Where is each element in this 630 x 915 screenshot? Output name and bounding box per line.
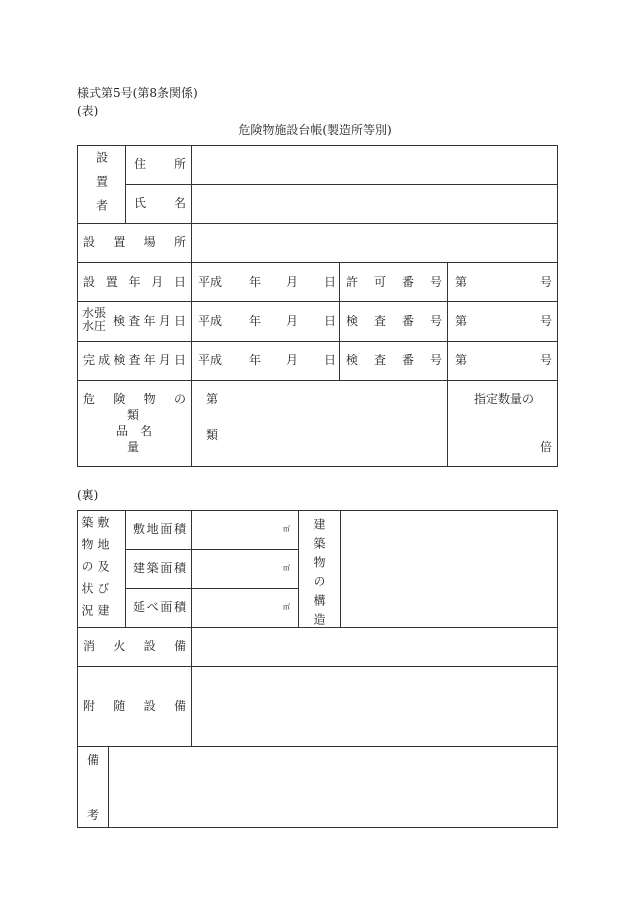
remarks-field[interactable] [109, 747, 557, 827]
month-label: 月 [286, 275, 299, 289]
form-title: 危険物施設台帳(製造所等別) [238, 123, 392, 137]
fire-equipment-field[interactable] [192, 628, 557, 666]
class-suffix: 類 [206, 428, 219, 442]
building-structure-field[interactable] [341, 511, 557, 627]
year-label: 年 [249, 353, 262, 367]
building-area-label: 建 築 面 積 [133, 561, 186, 575]
building-structure-label: 建築物の構造 [312, 518, 326, 632]
square-meter-unit: ㎡ [283, 564, 290, 572]
back-side-label: (裏) [77, 488, 99, 502]
era-label: 平成 [198, 314, 223, 328]
hazard-label: 危 険 物 の [83, 392, 186, 406]
installer-label: 設置者 [94, 151, 109, 223]
square-meter-unit: ㎡ [283, 525, 290, 533]
era-label: 平成 [198, 353, 223, 367]
site-area-label: 敷 地 面 積 [133, 522, 186, 536]
number-suffix: 号 [540, 353, 553, 367]
location-field[interactable] [192, 224, 557, 262]
designated-quantity-label: 指定数量の [474, 392, 535, 406]
number-prefix: 第 [455, 353, 468, 367]
inspection-number-label: 検 査 番 号 [346, 353, 442, 367]
inspection-number-label: 検 査 番 号 [346, 314, 442, 328]
number-prefix: 第 [455, 275, 468, 289]
address-label: 住 所 [134, 157, 186, 171]
remarks-label-bottom: 考 [87, 808, 100, 822]
class-prefix: 第 [206, 392, 219, 406]
day-label: 日 [324, 353, 337, 367]
water-test-label: 水張 水圧 [82, 306, 107, 333]
times-label: 倍 [540, 440, 553, 454]
day-label: 日 [324, 314, 337, 328]
number-suffix: 号 [540, 275, 553, 289]
square-meter-unit: ㎡ [283, 603, 290, 611]
name-label: 氏 名 [134, 196, 186, 210]
total-floor-area-label: 延 べ 面 積 [133, 600, 186, 614]
form-number: 様式第5号(第8条関係) [77, 86, 198, 100]
year-label: 年 [249, 275, 262, 289]
fire-equipment-label: 消 火 設 備 [83, 639, 186, 653]
hazard-class-label: 類 [127, 408, 140, 422]
permit-number-label: 許 可 番 号 [346, 275, 442, 289]
location-label: 設 置 場 所 [83, 235, 186, 249]
site-status-label: 敷地及び建 築物の状況 [80, 516, 110, 626]
name-field[interactable] [192, 185, 557, 223]
installation-date-label: 設 置 年 月 日 [83, 275, 186, 289]
day-label: 日 [324, 275, 337, 289]
era-label: 平成 [198, 275, 223, 289]
month-label: 月 [286, 314, 299, 328]
remarks-label-top: 備 [87, 753, 100, 767]
attached-equipment-label: 附 随 設 備 [83, 699, 186, 713]
quantity-label: 量 [127, 440, 140, 454]
number-suffix: 号 [540, 314, 553, 328]
front-side-label: (表) [77, 104, 99, 118]
number-prefix: 第 [455, 314, 468, 328]
month-label: 月 [286, 353, 299, 367]
attached-equipment-field[interactable] [192, 667, 557, 746]
address-field[interactable] [192, 146, 557, 184]
completion-date-label: 完 成 検 査 年 月 日 [83, 353, 186, 367]
inspection-date-label: 検 査 年 月 日 [113, 314, 186, 328]
year-label: 年 [249, 314, 262, 328]
item-name-label: 品 名 [116, 424, 152, 438]
